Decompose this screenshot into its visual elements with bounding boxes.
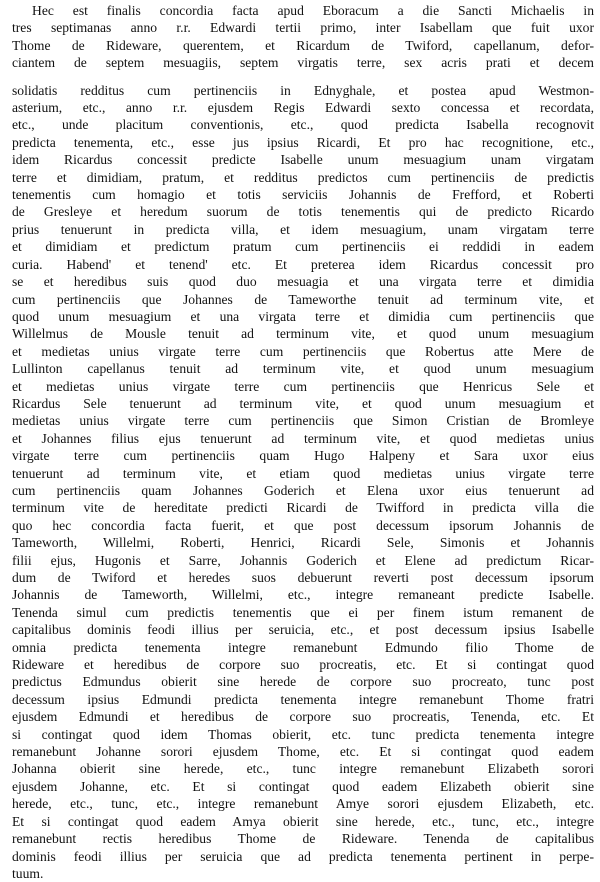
text-line: terre et dimidiam, pratum, et redditus predictos cum pertinenciis de predictis	[12, 169, 594, 185]
text-line: et dimidiam et predictum pratum cum pertinenciis ei reddidi in eadem	[12, 239, 594, 255]
text-line: remanebunt Johanne sorori ejusdem Thome, etc. Et si contingat quod eadem	[12, 744, 594, 760]
text-line: omnia predicta tenementa integre remanebunt Edmundo filio Thome de	[12, 639, 594, 655]
text-line: cum pertinenciis que Johannes de Tameworthe tenuit ad terminum vite, et	[12, 291, 594, 307]
text-line: tenuerunt ad terminum vite, et etiam quod medietas unius virgate terre	[12, 465, 594, 481]
paragraph-gap	[12, 72, 594, 82]
text-line: virgate terre cum pertinenciis quam Hugo Halpeny et Sara uxor eius	[12, 448, 594, 464]
text-line: dum de Twiford et heredes suos debuerunt reverti post decessum ipsorum	[12, 570, 594, 585]
text-line: Hec est finalis concordia facta apud Eboracum a die Sancti Michaelis in	[32, 3, 594, 18]
text-line: predictus Edmundus obierit sine herede de corpore suo procreato, tunc post	[12, 674, 594, 690]
text-line: capitalibus dominis feodi illius per seruicia, etc., et post decessum ipsius Isabelle	[12, 622, 594, 638]
text-line: decessum ipsius Edmundi predicta tenementa integre remanebunt Thome fratri	[12, 691, 594, 707]
text-line: medietas unius virgate terre cum pertinenciis que Simon Cristian de Bromleye	[12, 413, 594, 429]
text-line: Et si contingat quod eadem Amya obierit sine herede, etc., tunc, etc., integre	[12, 813, 594, 829]
paragraph-opening	[12, 2, 594, 72]
text-line: tres septimanas anno r.r. Edwardi tertii primo, inter Isabellam que fuit uxor	[12, 20, 594, 36]
text-line: se et heredibus suis quod duo mesuagia et una virgata terre et dimidia	[12, 274, 594, 290]
text-line: Thome de Rideware, querentem, et Ricardum de Twiford, capellanum, defor-	[12, 37, 594, 53]
text-line: tenementis cum homagio et totis serviciis Johannis de Frefford, et Roberti	[12, 187, 594, 203]
text-line: Ricardus Sele tenuerunt ad terminum vite, et quod unum mesuagium et	[12, 395, 594, 411]
text-line: Tameworth, Willelmi, Roberti, Henrici, Ricardi Sele, Simonis et Johannis	[12, 535, 594, 551]
paragraph-body	[12, 82, 594, 882]
text-line: dominis feodi illius per seruicia que ad predicta tenementa pertinent in perpe-	[12, 848, 594, 864]
text-line: predicta tenementa, etc., esse jus ipsius Ricardi, Et pro hac recognitione, etc.,	[12, 134, 594, 150]
text-line: curia. Habend' et tenend' etc. Et preterea idem Ricardus concessit pro	[12, 256, 594, 272]
text-line: et medietas unius virgate terre cum pertinenciis que Henricus Sele et	[12, 378, 594, 394]
text-line: cum pertinenciis quam Johannes Goderich et Elena uxor eius tenuerunt ad	[12, 482, 594, 498]
text-line: Tenenda simul cum predictis tenementis que ei per finem istum remanent de	[12, 604, 594, 620]
text-line: Johanna obierit sine herede, etc., tunc integre remanebunt Elizabeth sorori	[12, 761, 594, 777]
text-line: ejusdem Edmundi et heredibus de corpore suo procreatis, Tenenda, etc. Et	[12, 709, 594, 725]
text-line: de Gresleye et heredum suorum de totis tenementis qui de predicto Ricardo	[12, 204, 594, 220]
text-line: Lullinton capellanus tenuit ad terminum vite, et quod unum mesuagium	[12, 361, 594, 377]
text-line: et medietas unius virgate terre cum pertinenciis que Robertus atte Mere de	[12, 343, 594, 359]
text-line: herede, etc., tunc, etc., integre remanebunt Amye sorori ejusdem Elizabeth, etc.	[12, 796, 594, 812]
text-line: filii ejus, Hugonis et Sarre, Johannis Goderich et Elene ad predictum Ricar-	[12, 552, 594, 568]
text-line: Rideware et heredibus de corpore suo procreatis, etc. Et si contingat quod	[12, 657, 594, 673]
text-line: Willelmus de Mousle tenuit ad terminum vite, et quod unum mesuagium	[12, 326, 594, 342]
text-line: si contingat quod idem Thomas obierit, etc. tunc predicta tenementa integre	[12, 726, 594, 742]
text-line: quo hec concordia facta fuerit, et que post decessum ipsorum Johannis de	[12, 517, 594, 533]
text-line: ciantem de septem mesuagiis, septem virgatis terre, sex acris prati et decem	[12, 55, 594, 71]
text-line: Johannis de Tameworth, Willelmi, etc., integre remaneant predicte Isabelle.	[12, 587, 594, 603]
text-line: solidatis redditus cum pertinenciis in Ednyghale, et postea apud Westmon-	[12, 82, 594, 98]
text-line: et Johannes filius ejus tenuerunt ad terminum vite, et quod medietas unius	[12, 430, 594, 446]
text-line: terminum vite de hereditate predicti Ricardi de Twifford in predicta villa die	[12, 500, 594, 516]
text-line: etc., unde placitum conventionis, etc., quod predicta Isabella recognovit	[12, 117, 594, 133]
text-line: ejusdem Johanne, etc. Et si contingat quod eadem Elizabeth obierit sine	[12, 778, 594, 794]
text-line: tuum.	[12, 865, 44, 881]
text-line: idem Ricardus concessit predicte Isabelle unum mesuagium unam virgatam	[12, 152, 594, 168]
text-line: prius tenuerunt in predicta villa, et idem mesuagium, unam virgatam terre	[12, 221, 594, 237]
text-line: remanebunt rectis heredibus Thome de Rideware. Tenenda de capitalibus	[12, 831, 594, 847]
text-line: quod unum mesuagium et una virgata terre et dimidia cum pertinenciis que	[12, 308, 594, 324]
text-line: asterium, etc., anno r.r. ejusdem Regis Edwardi sexto concessa et recordata,	[12, 100, 594, 116]
